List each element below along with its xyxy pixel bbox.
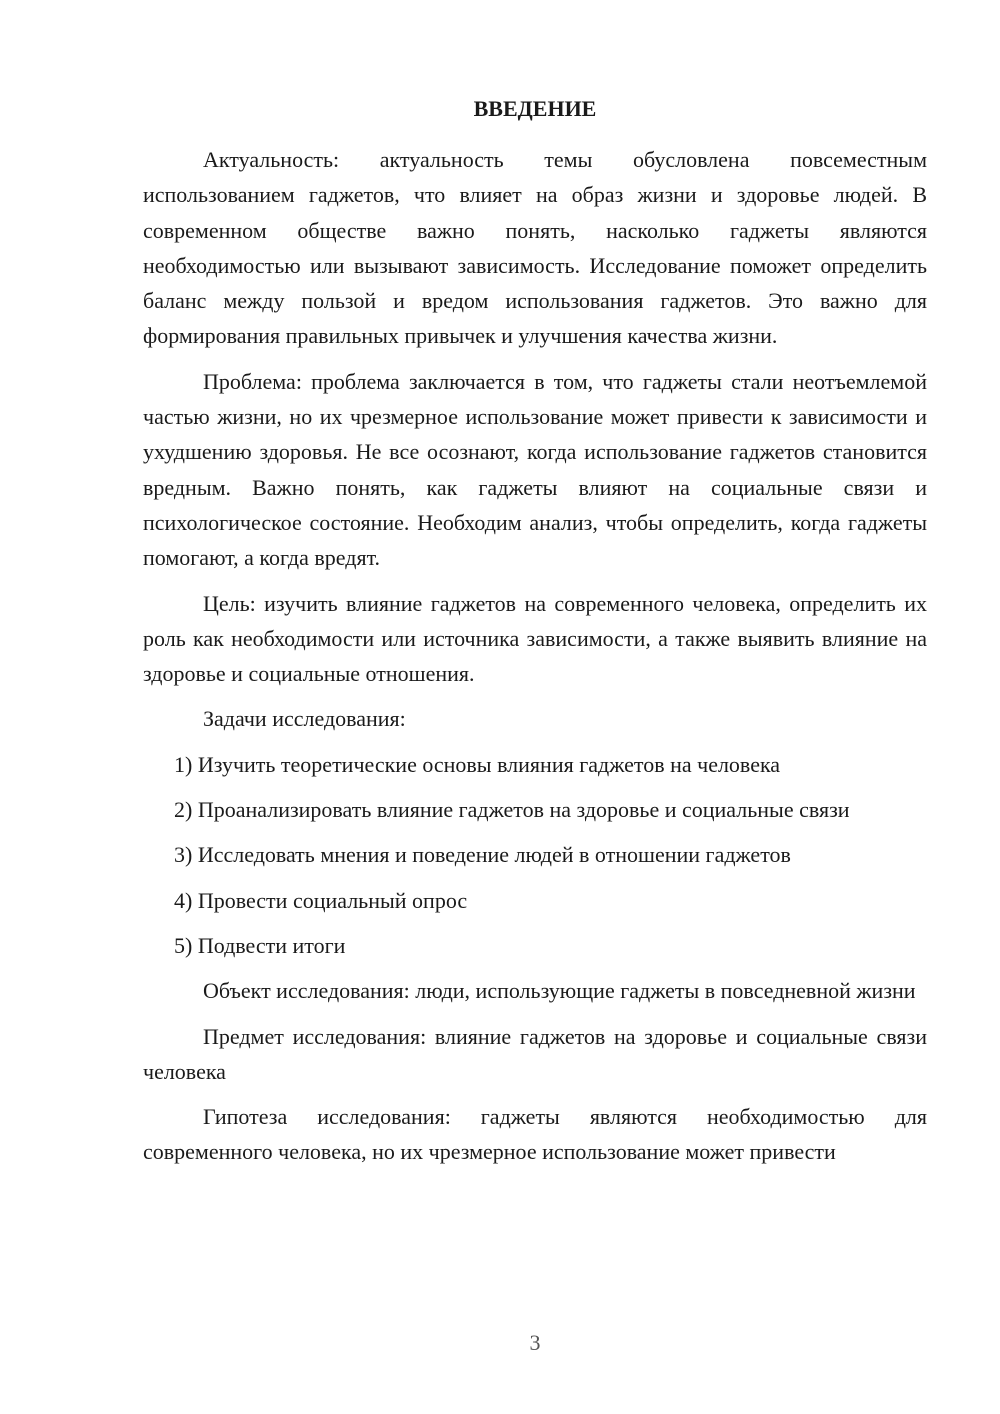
paragraph-relevance: Актуальность: актуальность темы обусловлена повсеместным использованием гаджетов, что влияет на образ жизни и здоровье людей. В современном обществе важно понять, насколько гаджеты являются необходимостью или вызывают зависимость. Исследование поможет определить баланс между пользой и вредом использования гаджетов. Это важно для формирования правильных привычек и улучшения качества жизни. xyxy=(143,147,927,349)
paragraph-hypothesis: Гипотеза исследования: гаджеты являются необходимостью для современного человека, но их чрезмерное использование может привести xyxy=(143,1104,927,1165)
task-item-4: 4) Провести социальный опрос xyxy=(174,887,468,913)
document-body xyxy=(143,142,927,1180)
page-number: 3 xyxy=(529,1330,541,1355)
task-item-5: 5) Подвести итоги xyxy=(174,932,346,958)
paragraph-subject: Предмет исследования: влияние гаджетов на здоровье и социальные связи человека xyxy=(143,1023,927,1084)
paragraph-goal: Цель: изучить влияние гаджетов на современного человека, определить их роль как необходимости или источника зависимости, а также выявить влияние на здоровье и социальные отношения. xyxy=(143,590,927,687)
task-item-3: 3) Исследовать мнения и поведение людей в отношении гаджетов xyxy=(174,842,791,868)
paragraph-object: Объект исследования: люди, использующие гаджеты в повседневной жизни xyxy=(203,978,916,1004)
tasks-heading: Задачи исследования: xyxy=(203,706,406,732)
task-item-2: 2) Проанализировать влияние гаджетов на здоровье и социальные связи xyxy=(174,797,850,823)
page-title: ВВЕДЕНИЕ xyxy=(473,96,597,121)
paragraph-problem: Проблема: проблема заключается в том, что гаджеты стали неотъемлемой частью жизни, но их чрезмерное использование может привести к зависимости и ухудшению здоровья. Не все осознают, когда использование гаджетов становится вредным. Важно понять, как гаджеты влияют на социальные связи и психологическое состояние. Необходим анализ, чтобы определить, когда гаджеты помогают, а когда вредят. xyxy=(143,368,927,571)
task-item-1: 1) Изучить теоретические основы влияния гаджетов на человека xyxy=(174,751,781,777)
